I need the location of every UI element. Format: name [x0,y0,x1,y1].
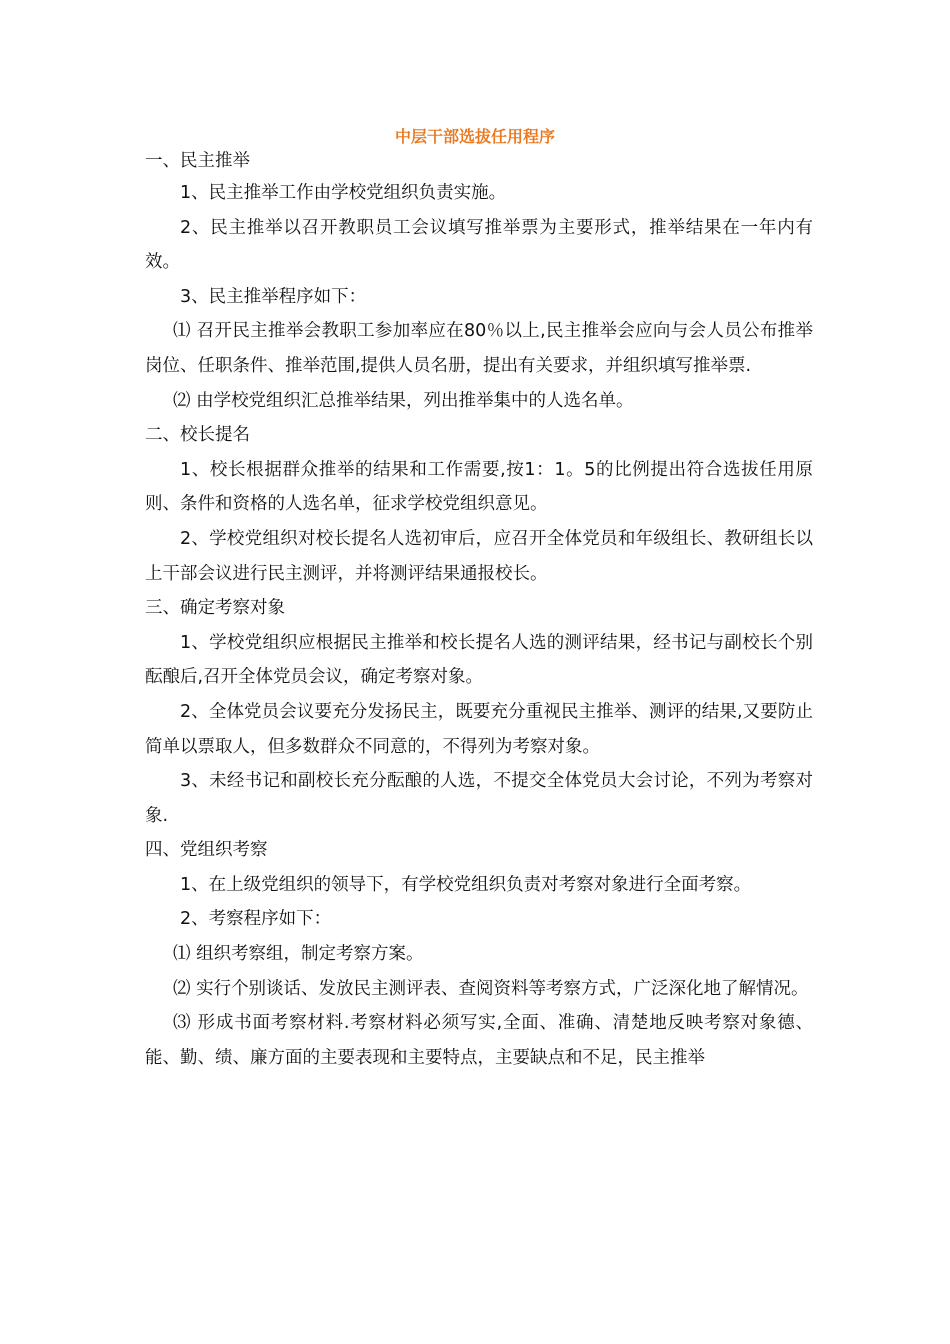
paragraph: 1、民主推举工作由学校党组织负责实施。 [180,183,507,203]
paragraph: 3、民主推举程序如下： [180,286,367,307]
paragraph: 3、未经书记和副校长充分酝酿的人选，不提交全体党员大会讨论，不列为考察对象. [145,771,813,826]
sub-paragraph: ⑴ 组织考察组，制定考察方案。 [173,944,424,965]
paragraph: 2、学校党组织对校长提名人选初审后，应召开全体党员和年级组长、教研组长以上干部会议进行民主测评，并将测评结果通报校长。 [145,528,813,584]
section-heading-3: 三、确定考察对象 [145,598,285,619]
paragraph: 1、在上级党组织的领导下，有学校党组织负责对考察对象进行全面考察。 [180,874,752,895]
sub-paragraph: ⑴ 召开民主推举会教职工参加率应在80％以上,民主推举会应向与会人员公布推举岗位、任职条件、推举范围,提供人员名册，提出有关要求，并组织填写推举票. [145,321,813,376]
section-heading-4: 四、党组织考察 [145,840,268,861]
paragraph: 1、校长根据群众推举的结果和工作需要,按1：1。5的比例提出符合选拔任用原则、条件和资格的人选名单，征求学校党组织意见。 [145,459,813,515]
paragraph: 2、考察程序如下： [180,909,332,930]
section-heading-1: 一、民主推举 [145,151,250,171]
document-body [145,146,813,1075]
sub-paragraph: ⑵ 由学校党组织汇总推举结果，列出推举集中的人选名单。 [173,390,634,411]
paragraph: 2、全体党员会议要充分发扬民主，既要充分重视民主推举、测评的结果,又要防止简单以票取人，但多数群众不同意的，不得列为考察对象。 [145,701,813,757]
paragraph: 1、学校党组织应根据民主推举和校长提名人选的测评结果，经书记与副校长个别酝酿后,召开全体党员会议，确定考察对象。 [145,632,813,688]
sub-paragraph: ⑶ 形成书面考察材料.考察材料必须写实,全面、准确、清楚地反映考察对象德、能、勤、绩、廉方面的主要表现和主要特点，主要缺点和不足，民主推举 [145,1013,813,1068]
sub-paragraph: ⑵ 实行个别谈话、发放民主测评表、查阅资料等考察方式，广泛深化地了解情况。 [173,978,809,999]
paragraph: 2、民主推举以召开教职员工会议填写推举票为主要形式，推举结果在一年内有效。 [145,217,813,273]
document-title: 中层干部选拔任用程序 [394,127,555,146]
section-heading-2: 二、校长提名 [145,425,250,446]
